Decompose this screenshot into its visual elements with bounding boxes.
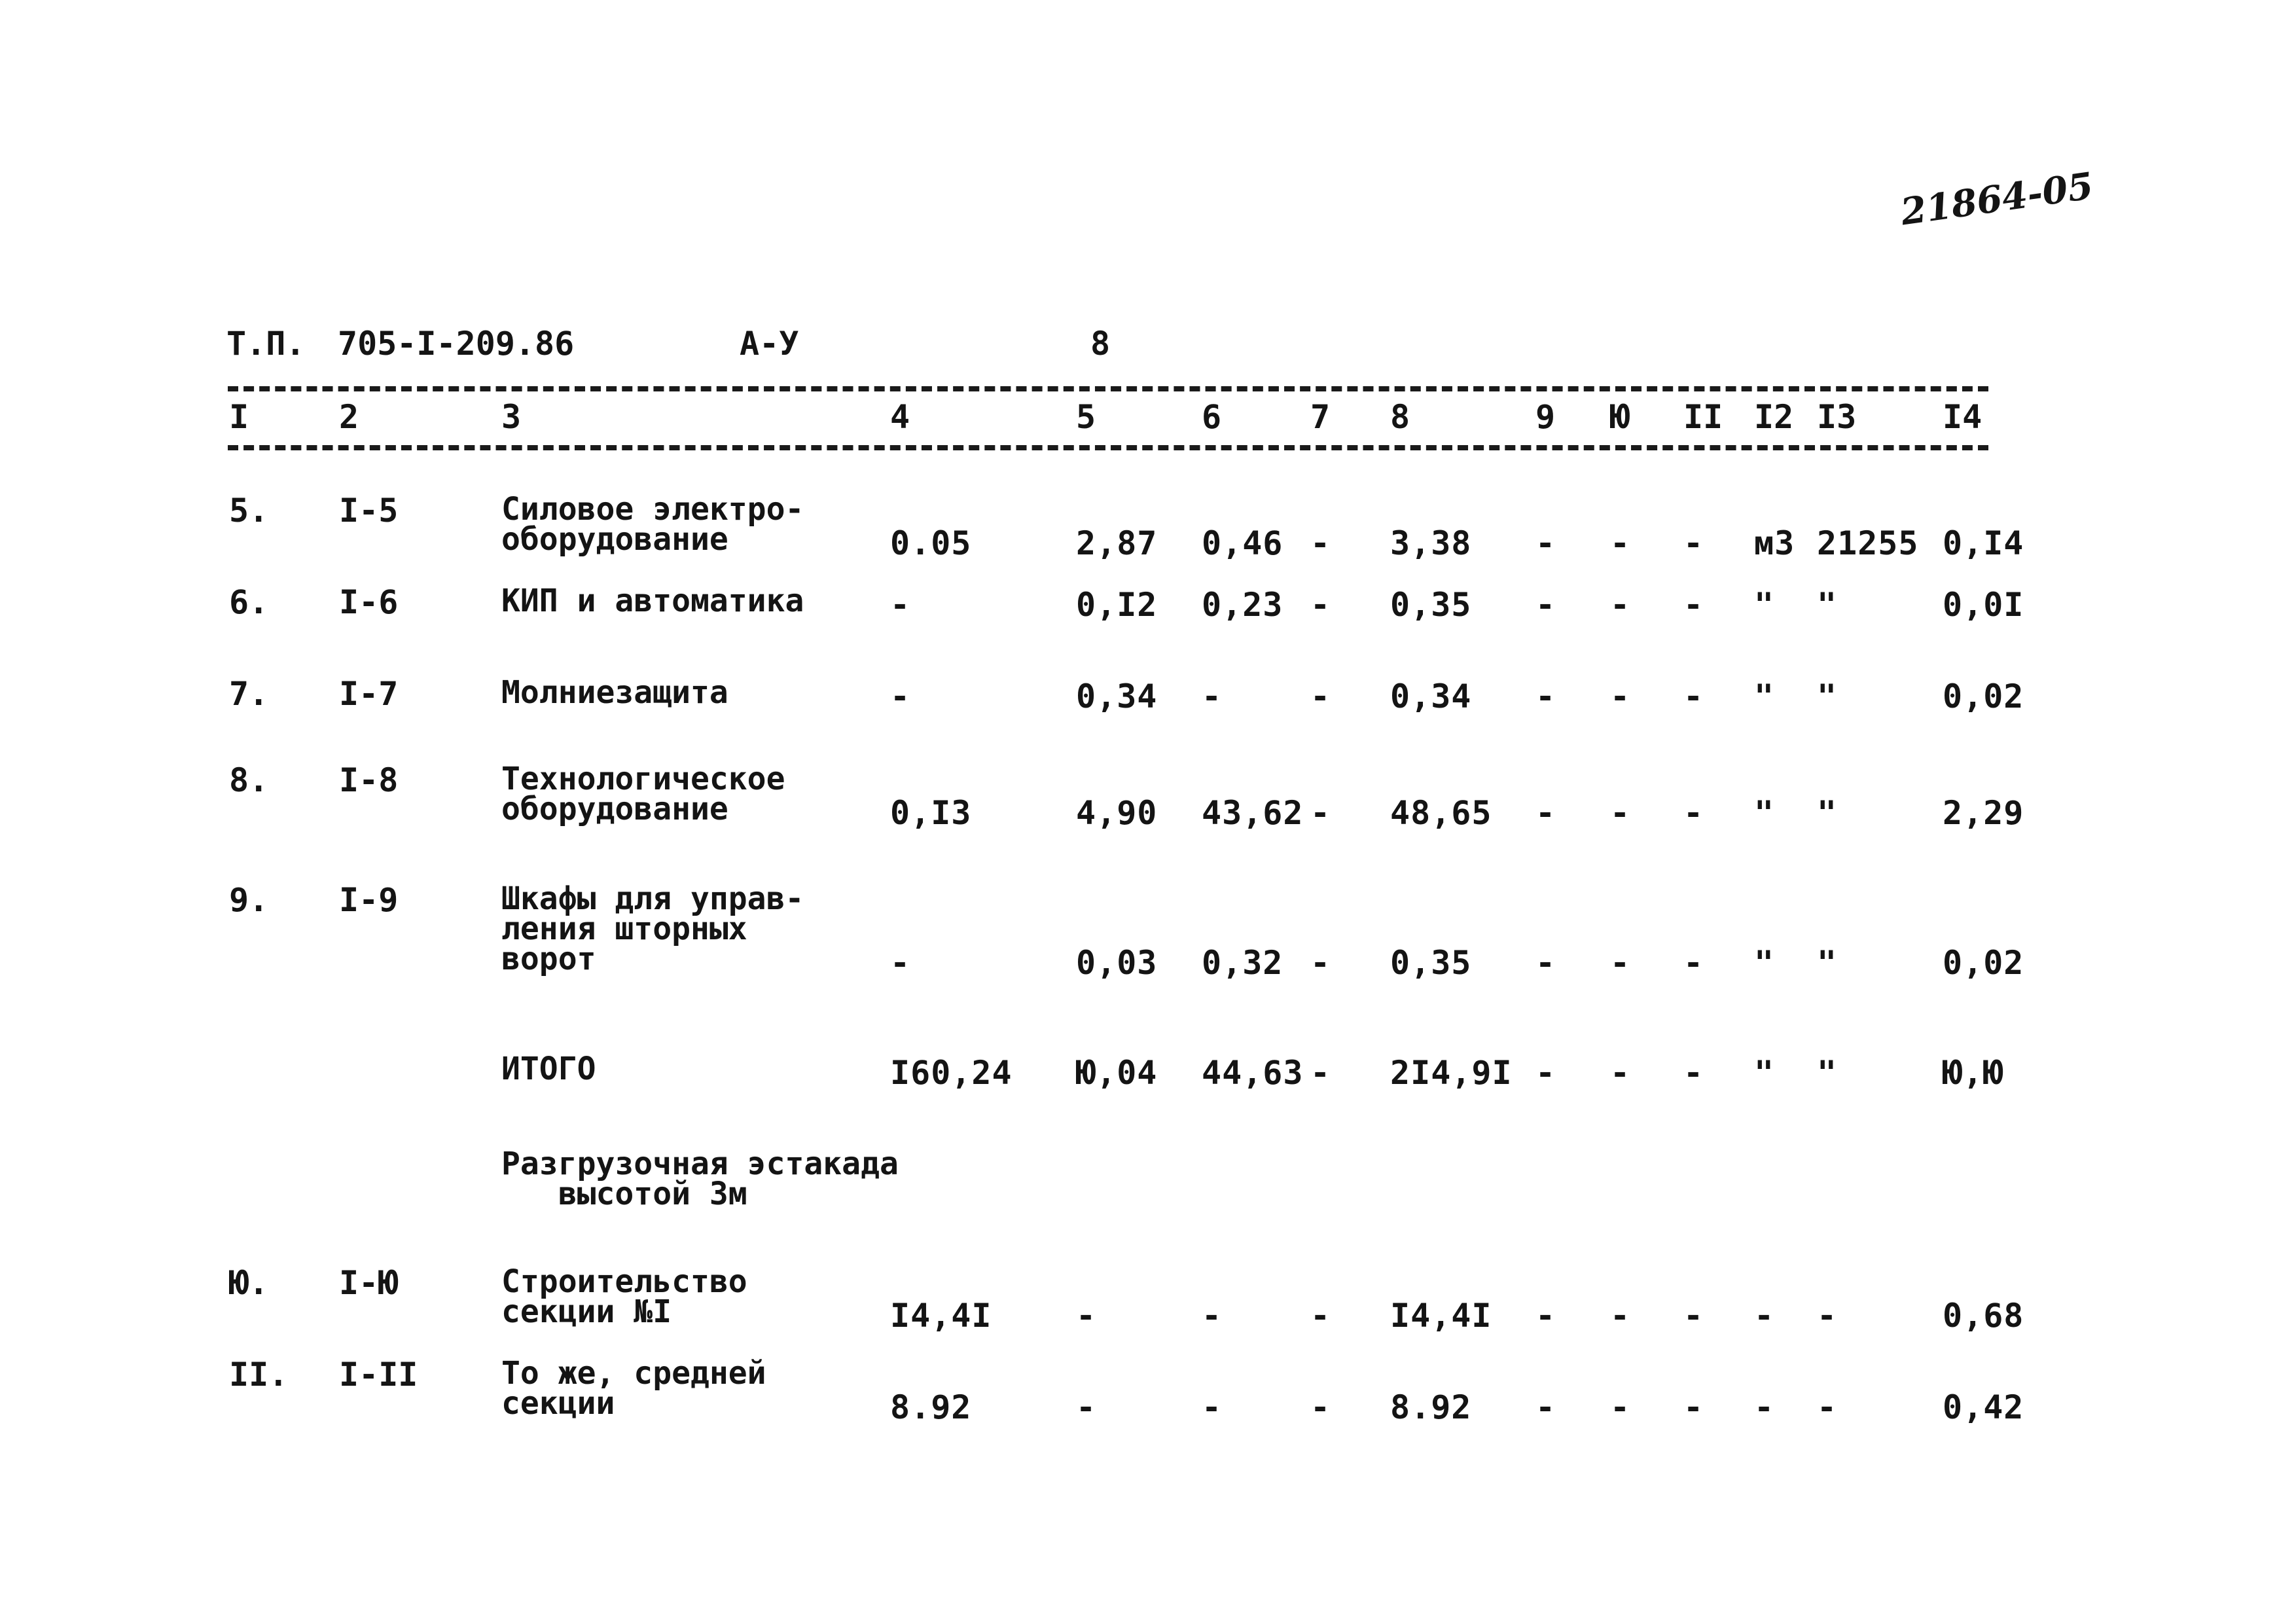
cell-col-5: Ю,04 xyxy=(1076,1054,1158,1092)
cell-col-14: 0,42 xyxy=(1943,1388,2024,1426)
column-header-11: II xyxy=(1683,398,1723,436)
cell-col-14: 2,29 xyxy=(1943,794,2024,832)
row-name-line: Технологическое xyxy=(501,761,785,797)
cell-col-12: " xyxy=(1754,586,1775,624)
cell-col-6: 0,23 xyxy=(1202,586,1283,624)
cell-col-4: 0.05 xyxy=(890,524,972,562)
cell-col-8: 0,34 xyxy=(1390,677,1472,715)
row-code: I-Ю xyxy=(339,1264,399,1302)
cell-col-9: - xyxy=(1535,1054,1556,1092)
column-header-9: 9 xyxy=(1535,398,1556,436)
archive-number: 21864-05 xyxy=(1898,164,2096,234)
cell-col-8: 0,35 xyxy=(1390,944,1472,982)
cell-col-10: - xyxy=(1610,1297,1631,1335)
cell-col-5: 0,03 xyxy=(1076,944,1158,982)
row-code: I-II xyxy=(339,1356,418,1394)
cell-col-10: - xyxy=(1610,794,1631,832)
cell-col-9: - xyxy=(1535,677,1556,715)
row-name-line: высотой 3м xyxy=(501,1176,747,1212)
cell-col-5: - xyxy=(1076,1388,1097,1426)
cell-col-14: Ю,Ю xyxy=(1943,1054,2004,1092)
cell-col-14: 0,02 xyxy=(1943,944,2024,982)
cell-col-14: 0,02 xyxy=(1943,677,2024,715)
column-header-2: 2 xyxy=(339,398,359,436)
column-header-8: 8 xyxy=(1390,398,1410,436)
cell-col-7: - xyxy=(1310,944,1331,982)
row-number: 8. xyxy=(229,761,269,799)
cell-col-10: - xyxy=(1610,1054,1631,1092)
cell-col-10: - xyxy=(1610,524,1631,562)
cell-col-11: - xyxy=(1683,1388,1704,1426)
column-header-3: 3 xyxy=(501,398,522,436)
cell-col-6: 0,32 xyxy=(1202,944,1283,982)
cell-col-13: " xyxy=(1817,586,1838,624)
cell-col-9: - xyxy=(1535,524,1556,562)
header-rule-bottom xyxy=(228,445,1988,450)
cell-col-8: 3,38 xyxy=(1390,524,1472,562)
row-number: 5. xyxy=(229,492,269,530)
row-name-line: Шкафы для управ- xyxy=(501,880,804,917)
cell-col-4: 8.92 xyxy=(890,1388,972,1426)
cell-col-9: - xyxy=(1535,1388,1556,1426)
row-name-line: оборудование xyxy=(501,791,728,827)
cell-col-7: - xyxy=(1310,586,1331,624)
row-name-line: ИТОГО xyxy=(501,1051,596,1087)
cell-col-9: - xyxy=(1535,794,1556,832)
cell-col-8: 0,35 xyxy=(1390,586,1472,624)
cell-col-12: " xyxy=(1754,1054,1775,1092)
cell-col-12: м3 xyxy=(1754,524,1795,562)
row-code: I-8 xyxy=(339,761,399,799)
cell-col-5: - xyxy=(1076,1297,1097,1335)
column-header-12: I2 xyxy=(1754,398,1794,436)
cell-col-11: - xyxy=(1683,586,1704,624)
cell-col-6: 0,46 xyxy=(1202,524,1283,562)
row-name-line: То же, средней xyxy=(501,1355,766,1392)
cell-col-13: 21255 xyxy=(1817,524,1919,562)
cell-col-13: - xyxy=(1817,1297,1838,1335)
cell-col-11: - xyxy=(1683,1297,1704,1335)
cell-col-9: - xyxy=(1535,1297,1556,1335)
cell-col-13: " xyxy=(1817,1054,1838,1092)
cell-col-12: - xyxy=(1754,1297,1775,1335)
row-name-line: секции xyxy=(501,1385,615,1422)
cell-col-10: - xyxy=(1610,677,1631,715)
row-name-line: Молниезащита xyxy=(501,674,728,711)
cell-col-6: - xyxy=(1202,1388,1223,1426)
row-name-line: Строительство xyxy=(501,1263,747,1300)
row-name-line: ления шторных xyxy=(501,911,747,947)
cell-col-6: - xyxy=(1202,1297,1223,1335)
cell-col-14: 0,I4 xyxy=(1943,524,2024,562)
cell-col-7: - xyxy=(1310,677,1331,715)
cell-col-7: - xyxy=(1310,794,1331,832)
cell-col-8: I4,4I xyxy=(1390,1297,1492,1335)
cell-col-11: - xyxy=(1683,794,1704,832)
cell-col-11: - xyxy=(1683,677,1704,715)
cell-col-13: - xyxy=(1817,1388,1838,1426)
cell-col-12: - xyxy=(1754,1388,1775,1426)
project-number: 705-I-209.86 xyxy=(338,325,575,363)
cell-col-8: 48,65 xyxy=(1390,794,1492,832)
cell-col-10: - xyxy=(1610,944,1631,982)
cell-col-5: 0,34 xyxy=(1076,677,1158,715)
row-number: 9. xyxy=(229,881,269,919)
row-name-line: Разгрузочная эстакада xyxy=(501,1146,899,1182)
cell-col-11: - xyxy=(1683,524,1704,562)
header-rule-top xyxy=(228,386,1988,391)
row-name-line: ворот xyxy=(501,941,596,977)
cell-col-13: " xyxy=(1817,944,1838,982)
cell-col-12: " xyxy=(1754,677,1775,715)
cell-col-7: - xyxy=(1310,1054,1331,1092)
row-number: 7. xyxy=(229,675,269,713)
cell-col-7: - xyxy=(1310,1297,1331,1335)
row-code: I-9 xyxy=(339,881,399,919)
cell-col-4: 0,I3 xyxy=(890,794,972,832)
cell-col-12: " xyxy=(1754,794,1775,832)
cell-col-6: 44,63 xyxy=(1202,1054,1304,1092)
cell-col-6: - xyxy=(1202,677,1223,715)
row-number: Ю. xyxy=(229,1264,269,1302)
row-code: I-6 xyxy=(339,583,399,621)
cell-col-9: - xyxy=(1535,944,1556,982)
column-header-6: 6 xyxy=(1202,398,1222,436)
row-name-line: оборудование xyxy=(501,521,728,558)
cell-col-12: " xyxy=(1754,944,1775,982)
cell-col-14: 0,68 xyxy=(1943,1297,2024,1335)
cell-col-4: I4,4I xyxy=(890,1297,992,1335)
column-header-4: 4 xyxy=(890,398,910,436)
cell-col-8: 2I4,9I xyxy=(1390,1054,1513,1092)
tp-label: Т.П. xyxy=(226,325,306,363)
column-header-1: I xyxy=(229,398,249,436)
cell-col-8: 8.92 xyxy=(1390,1388,1472,1426)
cell-col-10: - xyxy=(1610,586,1631,624)
row-number: II. xyxy=(229,1356,289,1394)
cell-col-6: 43,62 xyxy=(1202,794,1304,832)
cell-col-14: 0,0I xyxy=(1943,586,2024,624)
cell-col-5: 4,90 xyxy=(1076,794,1158,832)
column-header-10: Ю xyxy=(1610,398,1630,436)
page-number: 8 xyxy=(1090,325,1111,363)
cell-col-13: " xyxy=(1817,794,1838,832)
album-code: А-У xyxy=(740,325,799,363)
cell-col-9: - xyxy=(1535,586,1556,624)
row-code: I-5 xyxy=(339,492,399,530)
cell-col-4: - xyxy=(890,586,911,624)
cell-col-5: 2,87 xyxy=(1076,524,1158,562)
column-header-14: I4 xyxy=(1943,398,1982,436)
column-header-7: 7 xyxy=(1310,398,1331,436)
row-code: I-7 xyxy=(339,675,399,713)
row-name-line: КИП и автоматика xyxy=(501,583,804,619)
cell-col-10: - xyxy=(1610,1388,1631,1426)
row-number: 6. xyxy=(229,583,269,621)
row-name-line: Силовое электро- xyxy=(501,491,804,528)
row-name-line: секции №I xyxy=(501,1293,672,1330)
cell-col-13: " xyxy=(1817,677,1838,715)
cell-col-7: - xyxy=(1310,1388,1331,1426)
cell-col-4: - xyxy=(890,944,911,982)
cell-col-4: I60,24 xyxy=(890,1054,1013,1092)
column-header-5: 5 xyxy=(1076,398,1096,436)
cell-col-4: - xyxy=(890,677,911,715)
cell-col-7: - xyxy=(1310,524,1331,562)
cell-col-11: - xyxy=(1683,944,1704,982)
cell-col-5: 0,I2 xyxy=(1076,586,1158,624)
cell-col-11: - xyxy=(1683,1054,1704,1092)
column-header-13: I3 xyxy=(1817,398,1857,436)
